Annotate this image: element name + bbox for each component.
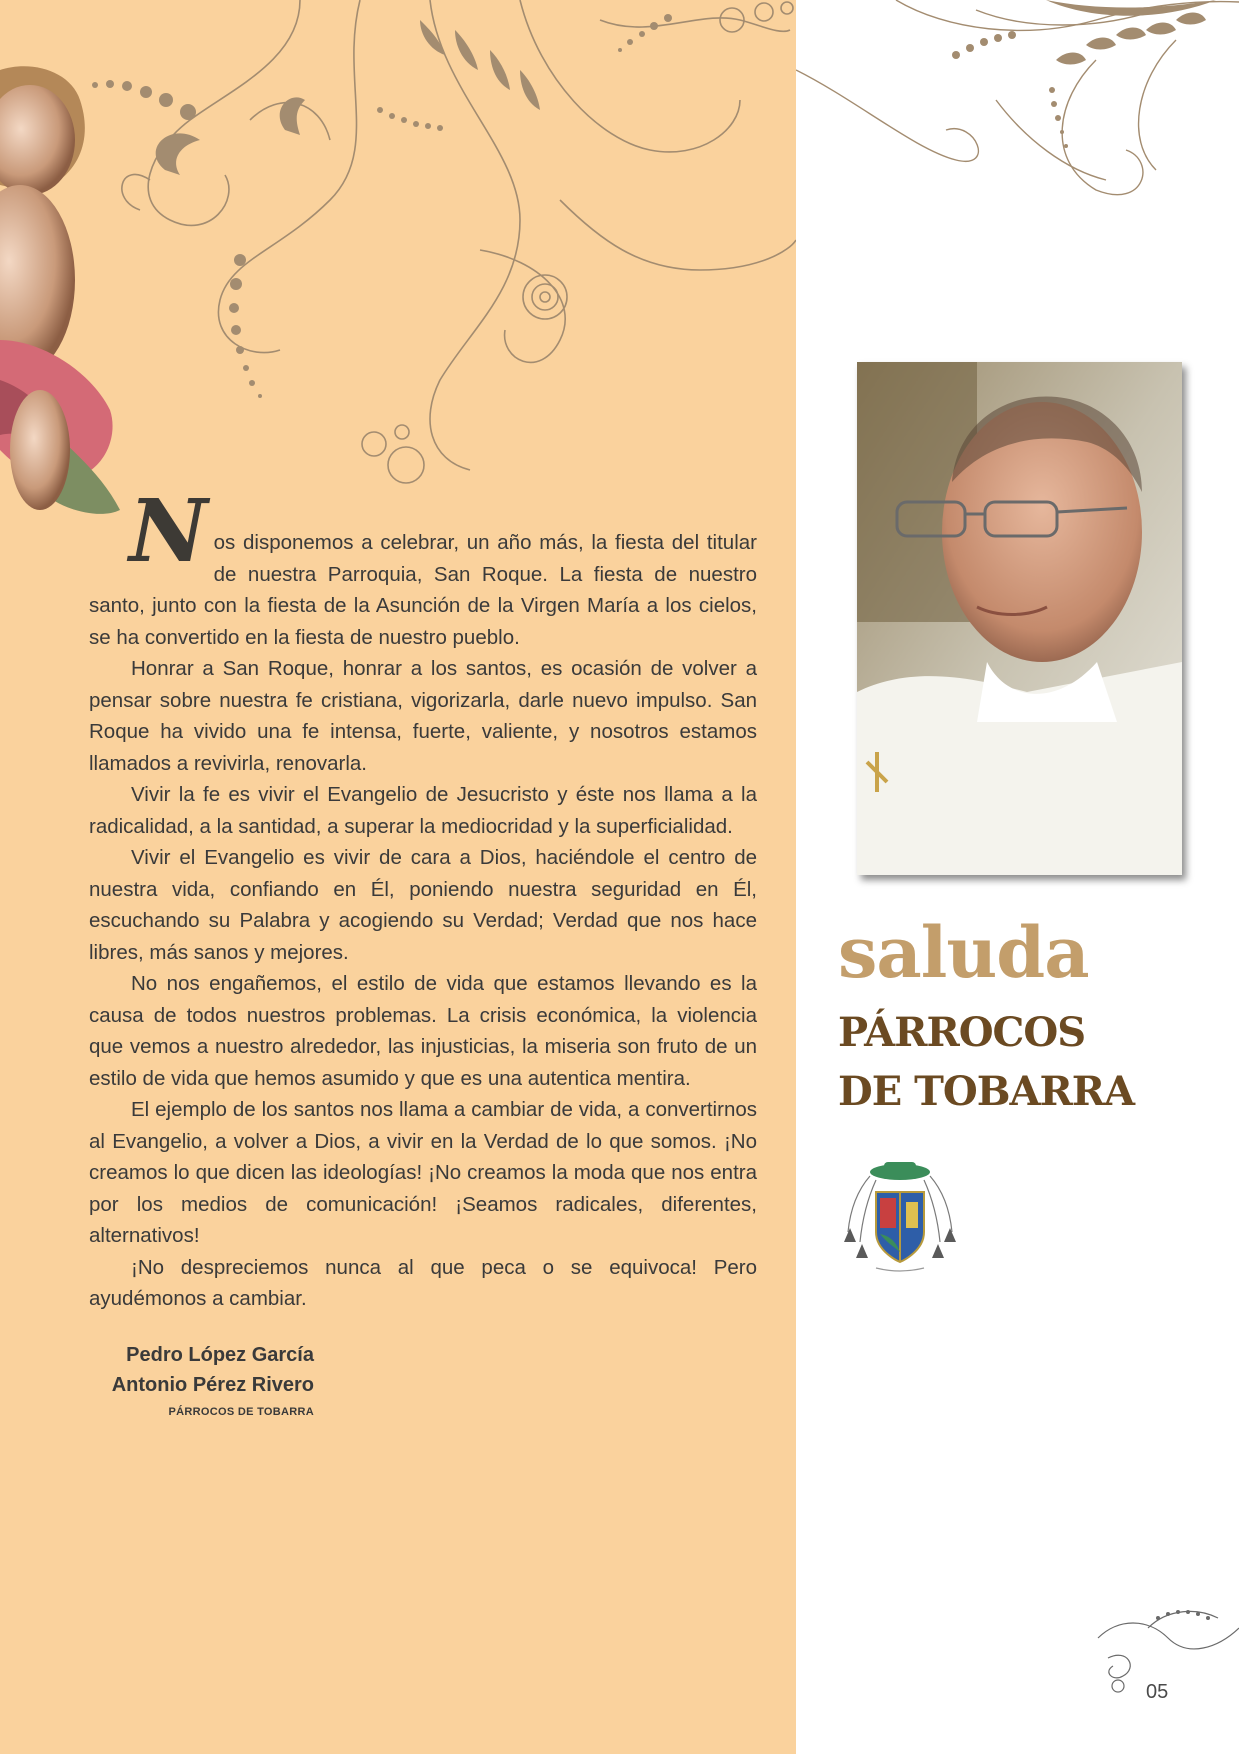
- paragraph-text: os disponemos a celebrar, un año más, la fiesta del titular de nuestra Parroquia, San Roque. La fiesta de nuestro santo, junto con la fiesta de la Asunción de la Virgen María a los cielos, se ha convertido en la fiesta de nuestro pueblo.: [89, 531, 757, 649]
- section-subtitle-line-1: PÁRROCOS: [838, 1009, 1086, 1056]
- article-body: [89, 481, 757, 1315]
- dropcap: N: [129, 481, 208, 582]
- paragraph: [89, 481, 757, 653]
- section-subtitle-line-2: DE TOBARRA: [838, 1068, 1135, 1115]
- cherub-sculpture-image: [0, 40, 130, 560]
- paragraph: El ejemplo de los santos nos llama a cambiar de vida, a convertirnos al Evangelio, a volver a Dios, a vivir en la Verdad de lo que somos. ¡No creamos lo que dicen las ideologías! ¡No creamos la moda que nos entra por los medios de comunicación! ¡Seamos radicales, diferentes, alternativos!: [89, 1098, 757, 1247]
- paragraph: Honrar a San Roque, honrar a los santos, es ocasión de volver a pensar sobre nuestra fe cristiana, vigorizarla, darle nuevo impulso. San Roque ha vivido una fe intensa, fuerte, valiente, y nosotros estamos llamados a revivirla, renovarla.: [89, 657, 757, 775]
- signature-name-1: Pedro López García: [126, 1344, 314, 1366]
- floral-ornament-right: [796, 0, 1239, 230]
- paragraph: Vivir la fe es vivir el Evangelio de Jesucristo y éste nos llama a la radicalidad, a la santidad, a superar la mediocridad y la superficialidad.: [89, 783, 757, 838]
- signature-name-2: Antonio Pérez Rivero: [111, 1374, 314, 1396]
- priest-portrait-photo: [857, 362, 1182, 875]
- paragraph: No nos engañemos, el estilo de vida que estamos llevando es la causa de todos nuestros problemas. La crisis económica, la violencia que vemos a nuestro alrededor, las injusticias, la miseria son fruto de un estilo de vida que hemos asumido y que es una autentica mentira.: [89, 972, 757, 1090]
- signature-role: PÁRROCOS DE TOBARRA: [168, 1406, 314, 1418]
- section-title-saluda: saluda: [838, 911, 1089, 994]
- coat-of-arms-icon: [836, 1152, 964, 1280]
- page-number: 05: [1146, 1681, 1169, 1703]
- paragraph: ¡No despreciemos nunca al que peca o se equivoca! Pero ayudémonos a cambiar.: [89, 1255, 757, 1310]
- paragraph: Vivir el Evangelio es vivir de cara a Dios, haciéndole el centro de nuestra vida, confiando en Él, poniendo nuestra seguridad en Él, escuchando su Palabra y acogiendo su Verdad; Verdad que nos hace libres, más sanos y mejores.: [89, 846, 757, 964]
- signature-block: [112, 1340, 314, 1418]
